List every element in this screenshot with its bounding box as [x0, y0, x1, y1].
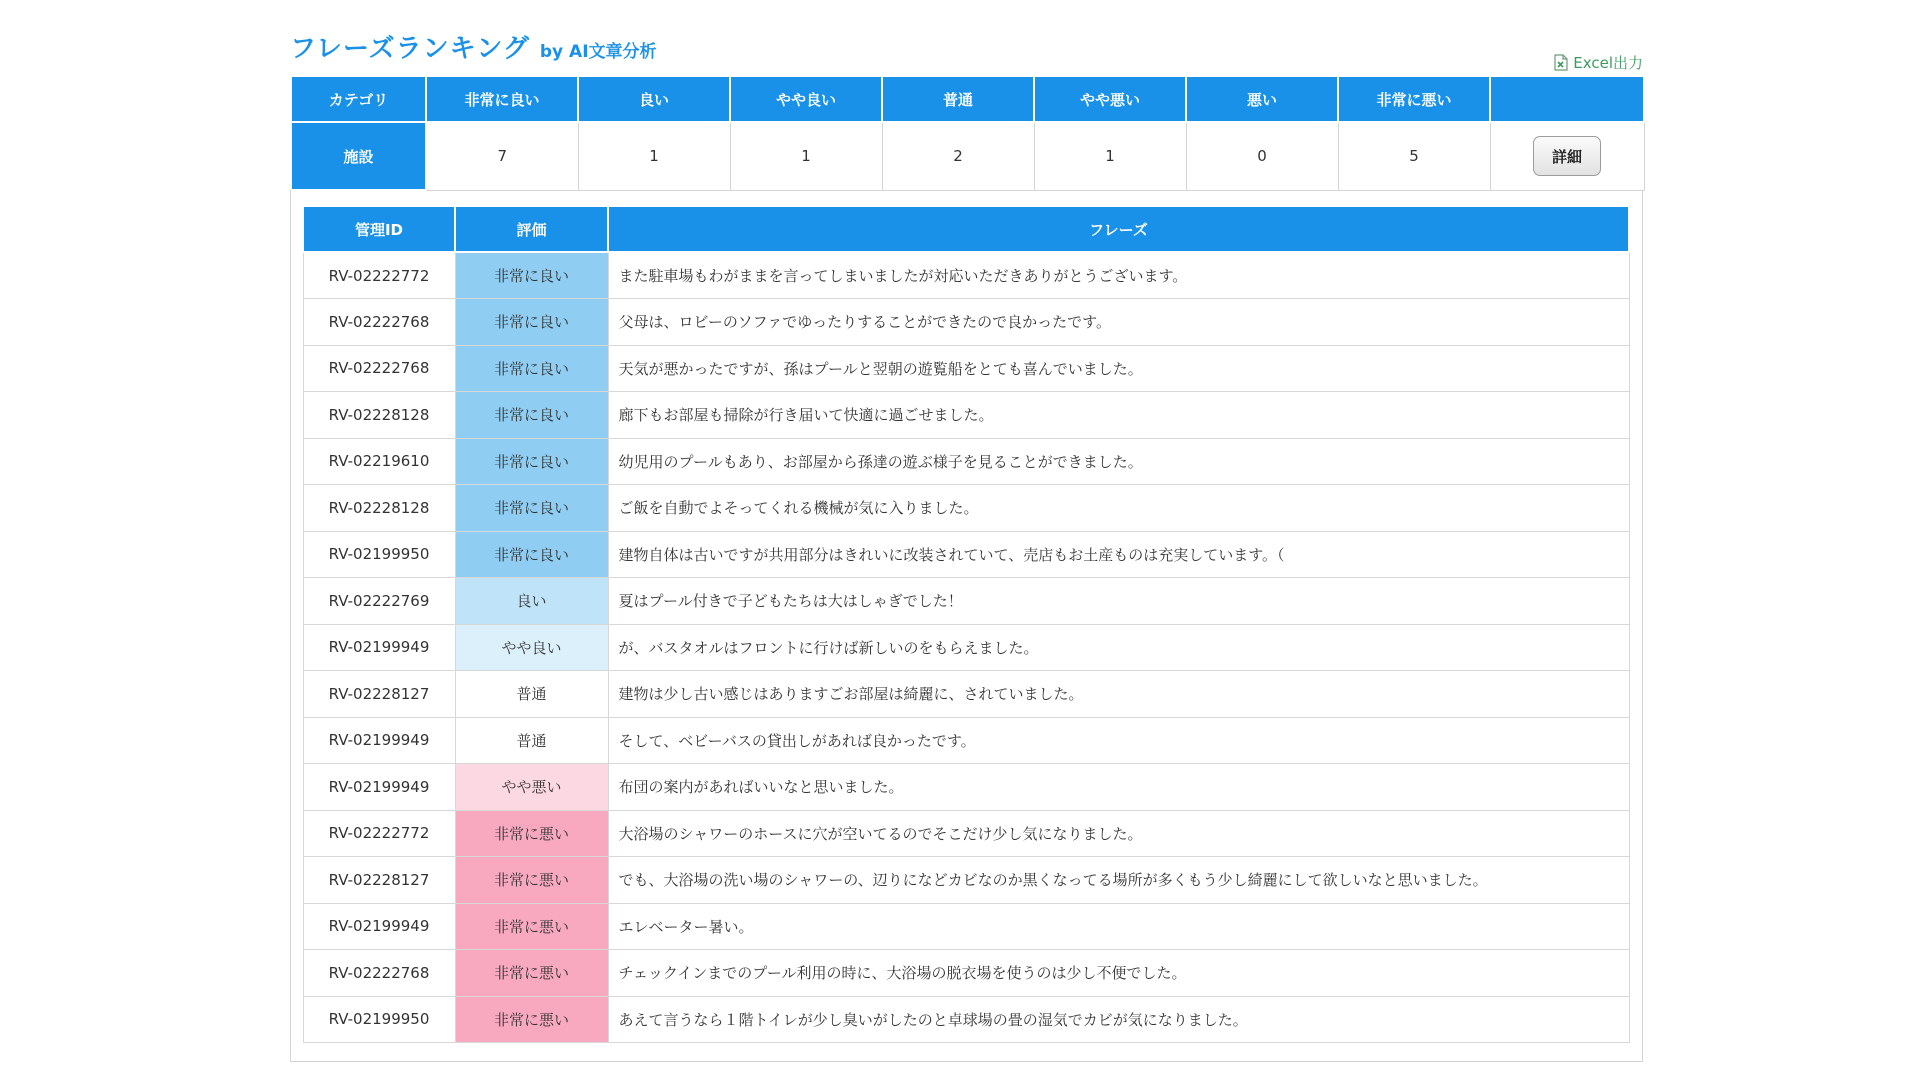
- rating-cell: 非常に良い: [455, 252, 608, 299]
- phrase-cell: 廊下もお部屋も掃除が行き届いて快適に過ごせました。: [608, 392, 1629, 439]
- rating-cell: やや悪い: [455, 764, 608, 811]
- excel-export-link[interactable]: [1554, 52, 1643, 72]
- phrase-row: [303, 578, 1629, 625]
- excel-export-label[interactable]: Excel出力: [1573, 53, 1643, 72]
- phrase-cell: 夏はプール付きで子どもたちは大はしゃぎでした！: [608, 578, 1629, 625]
- management-id-cell: RV-02199949: [303, 764, 455, 811]
- management-id-cell: RV-02228128: [303, 485, 455, 532]
- management-id-cell: RV-02199950: [303, 531, 455, 578]
- rating-cell: 非常に良い: [455, 345, 608, 392]
- phrase-row: [303, 299, 1629, 346]
- excel-file-icon: [1554, 54, 1568, 71]
- col-management-id: 管理ID: [303, 206, 455, 252]
- management-id-cell: RV-02222772: [303, 810, 455, 857]
- phrase-cell: 建物自体は古いですが共用部分はきれいに改装されていて、売店もお土産ものは充実しています。（: [608, 531, 1629, 578]
- management-id-cell: RV-02228128: [303, 392, 455, 439]
- phrase-row: [303, 438, 1629, 485]
- phrase-row: [303, 764, 1629, 811]
- summary-col-neutral: 普通: [882, 77, 1034, 122]
- phrase-table-body: [303, 252, 1629, 1043]
- summary-col-category: カテゴリ: [291, 77, 426, 122]
- phrase-cell: 建物は少し古い感じはありますごお部屋は綺麗に、されていました。: [608, 671, 1629, 718]
- rating-cell: 非常に良い: [455, 392, 608, 439]
- count-very-good: 7: [426, 122, 578, 190]
- rating-cell: 非常に悪い: [455, 810, 608, 857]
- page-subtitle: by AI文章分析: [539, 42, 657, 62]
- management-id-cell: RV-02222768: [303, 345, 455, 392]
- phrase-row: [303, 950, 1629, 997]
- phrase-cell: が、バスタオルはフロントに行けば新しいのをもらえました。: [608, 624, 1629, 671]
- management-id-cell: RV-02199949: [303, 717, 455, 764]
- management-id-cell: RV-02222772: [303, 252, 455, 299]
- rating-cell: 普通: [455, 671, 608, 718]
- management-id-cell: RV-02219610: [303, 438, 455, 485]
- phrase-cell: あえて言うなら１階トイレが少し臭いがしたのと卓球場の畳の湿気でカビが気になりました。: [608, 996, 1629, 1043]
- summary-col-good: 良い: [578, 77, 730, 122]
- phrase-cell: でも、大浴場の洗い場のシャワーの、辺りになどカビなのか黒くなってる場所が多くもう少し綺麗にして欲しいなと思いました。: [608, 857, 1629, 904]
- rating-cell: 非常に良い: [455, 438, 608, 485]
- phrase-row: [303, 903, 1629, 950]
- summary-col-very-bad: 非常に悪い: [1338, 77, 1490, 122]
- count-very-bad: 5: [1338, 122, 1490, 190]
- phrase-row: [303, 624, 1629, 671]
- count-bad: 0: [1186, 122, 1338, 190]
- phrase-cell: ご飯を自動でよそってくれる機械が気に入りました。: [608, 485, 1629, 532]
- count-somewhat-good: 1: [730, 122, 882, 190]
- phrase-cell: エレベーター暑い。: [608, 903, 1629, 950]
- management-id-cell: RV-02222769: [303, 578, 455, 625]
- phrase-row: [303, 252, 1629, 299]
- summary-row: [291, 122, 1644, 190]
- phrase-table: [302, 205, 1630, 1043]
- management-id-cell: RV-02228127: [303, 857, 455, 904]
- phrase-row: [303, 485, 1629, 532]
- phrase-header-row: [303, 206, 1629, 252]
- management-id-cell: RV-02222768: [303, 299, 455, 346]
- phrase-cell: 布団の案内があればいいなと思いました。: [608, 764, 1629, 811]
- count-neutral: 2: [882, 122, 1034, 190]
- rating-cell: 非常に悪い: [455, 996, 608, 1043]
- phrase-cell: 大浴場のシャワーのホースに穴が空いてるのでそこだけ少し気になりました。: [608, 810, 1629, 857]
- phrase-row: [303, 857, 1629, 904]
- rating-cell: 非常に悪い: [455, 950, 608, 997]
- rating-cell: 非常に悪い: [455, 903, 608, 950]
- summary-col-somewhat-good: やや良い: [730, 77, 882, 122]
- phrase-row: [303, 671, 1629, 718]
- detail-button[interactable]: 詳細: [1533, 136, 1601, 176]
- col-rating: 評価: [455, 206, 608, 252]
- col-phrase: フレーズ: [608, 206, 1629, 252]
- page-title-row: [290, 28, 657, 62]
- summary-col-action: [1490, 77, 1644, 122]
- rating-cell: 良い: [455, 578, 608, 625]
- rating-cell: 非常に良い: [455, 531, 608, 578]
- page-title: フレーズランキング: [290, 34, 530, 64]
- phrase-cell: 幼児用のプールもあり、お部屋から孫達の遊ぶ様子を見ることができました。: [608, 438, 1629, 485]
- summary-col-very-good: 非常に良い: [426, 77, 578, 122]
- phrase-row: [303, 717, 1629, 764]
- count-good: 1: [578, 122, 730, 190]
- phrase-cell: そして、ベビーバスの貸出しがあれば良かったです。: [608, 717, 1629, 764]
- management-id-cell: RV-02199950: [303, 996, 455, 1043]
- phrase-cell: 天気が悪かったですが、孫はプールと翌朝の遊覧船をとても喜んでいました。: [608, 345, 1629, 392]
- phrase-cell: チェックインまでのプール利用の時に、大浴場の脱衣場を使うのは少し不便でした。: [608, 950, 1629, 997]
- phrase-row: [303, 531, 1629, 578]
- count-somewhat-bad: 1: [1034, 122, 1186, 190]
- summary-col-bad: 悪い: [1186, 77, 1338, 122]
- phrase-row: [303, 996, 1629, 1043]
- rating-cell: やや良い: [455, 624, 608, 671]
- summary-col-somewhat-bad: やや悪い: [1034, 77, 1186, 122]
- phrase-cell: 父母は、ロビーのソファでゆったりすることができたので良かったです。: [608, 299, 1629, 346]
- management-id-cell: RV-02228127: [303, 671, 455, 718]
- summary-category-cell: 施設: [291, 122, 426, 190]
- management-id-cell: RV-02222768: [303, 950, 455, 997]
- summary-action-cell: [1490, 122, 1644, 190]
- phrase-row: [303, 810, 1629, 857]
- phrase-cell: また駐車場もわがままを言ってしまいましたが対応いただきありがとうございます。: [608, 252, 1629, 299]
- rating-cell: 非常に良い: [455, 299, 608, 346]
- summary-header-row: [291, 77, 1644, 122]
- management-id-cell: RV-02199949: [303, 903, 455, 950]
- phrase-row: [303, 345, 1629, 392]
- rating-summary-table: [290, 77, 1645, 191]
- rating-cell: 普通: [455, 717, 608, 764]
- phrase-row: [303, 392, 1629, 439]
- rating-cell: 非常に悪い: [455, 857, 608, 904]
- rating-cell: 非常に良い: [455, 485, 608, 532]
- management-id-cell: RV-02199949: [303, 624, 455, 671]
